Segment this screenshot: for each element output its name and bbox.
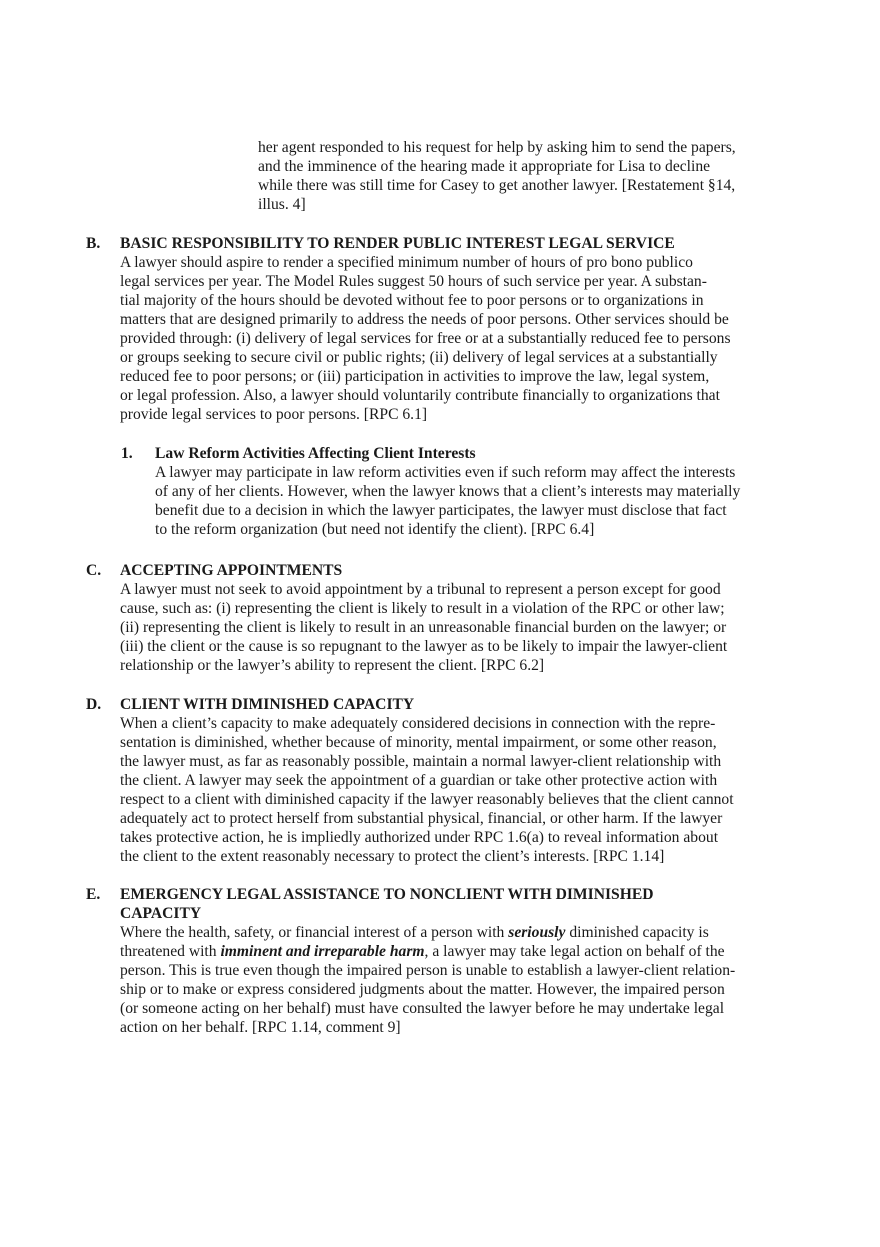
subsection-line: benefit due to a decision in which the lawyer participates, the lawyer must disclose that fact — [155, 502, 727, 519]
section-line: the client to the extent reasonably necessary to protect the client’s interests. [RPC 1.14] — [120, 848, 665, 865]
section-line: A lawyer must not seek to avoid appointment by a tribunal to represent a person except for good — [120, 581, 721, 598]
section-line: respect to a client with diminished capacity if the lawyer reasonably believes that the client cannot — [120, 791, 734, 808]
section-line: (iii) the client or the cause is so repugnant to the lawyer as to be likely to impair the lawyer-client — [120, 638, 728, 655]
emphasis-text: imminent and irreparable harm — [220, 943, 425, 960]
intro-line: illus. 4] — [258, 196, 306, 213]
section-line: matters that are designed primarily to address the needs of poor persons. Other services should be — [120, 311, 729, 328]
intro-line: her agent responded to his request for help by asking him to send the papers, — [258, 139, 736, 156]
section-line: sentation is diminished, whether because of minority, mental impairment, or some other reason, — [120, 734, 717, 751]
text-run: threatened with — [120, 943, 221, 960]
section-line: cause, such as: (i) representing the client is likely to result in a violation of the RPC or other law; — [120, 600, 725, 617]
section-line: (or someone acting on her behalf) must have consulted the lawyer before he may undertake legal — [120, 1000, 725, 1017]
section-line: adequately act to protect herself from substantial physical, financial, or other harm. If the lawyer — [120, 810, 723, 827]
section-line: the lawyer must, as far as reasonably possible, maintain a normal lawyer-client relationship with — [120, 753, 722, 770]
section-line: relationship or the lawyer’s ability to represent the client. [RPC 6.2] — [120, 657, 545, 674]
section-letter: E. — [86, 886, 101, 903]
intro-line: and the imminence of the hearing made it appropriate for Lisa to decline — [258, 158, 711, 175]
section-line: legal services per year. The Model Rules suggest 50 hours of such service per year. A substan- — [120, 273, 707, 290]
text-run: , a lawyer may take legal action on behalf of the — [424, 943, 725, 960]
section-heading-continued: CAPACITY — [120, 905, 202, 922]
section-line: reduced fee to poor persons; or (iii) participation in activities to improve the law, legal system, — [120, 368, 710, 385]
section-heading: ACCEPTING APPOINTMENTS — [120, 562, 343, 579]
section-letter: C. — [86, 562, 102, 579]
emphasis-text: seriously — [508, 924, 566, 941]
section-heading: EMERGENCY LEGAL ASSISTANCE TO NONCLIENT WITH DIMINISHED — [120, 886, 654, 903]
section-heading: BASIC RESPONSIBILITY TO RENDER PUBLIC INTEREST LEGAL SERVICE — [120, 235, 675, 252]
text-run: Where the health, safety, or financial interest of a person with — [120, 924, 509, 941]
subsection-line: to the reform organization (but need not identify the client). [RPC 6.4] — [155, 521, 595, 538]
section-line: A lawyer should aspire to render a specified minimum number of hours of pro bono publico — [120, 254, 693, 271]
section-line: ship or to make or express considered judgments about the matter. However, the impaired person — [120, 981, 725, 998]
section-letter: D. — [86, 696, 102, 713]
section-line: (ii) representing the client is likely to result in an unreasonable financial burden on the lawyer; or — [120, 619, 727, 636]
section-line: provide legal services to poor persons. [RPC 6.1] — [120, 406, 428, 423]
section-line: or groups seeking to secure civil or public rights; (ii) delivery of legal services at a substantially — [120, 349, 718, 366]
section-line: provided through: (i) delivery of legal services for free or at a substantially reduced fee to persons — [120, 330, 731, 347]
section-line: person. This is true even though the impaired person is unable to establish a lawyer-client relation- — [120, 962, 736, 979]
intro-line: while there was still time for Casey to get another lawyer. [Restatement §14, — [258, 177, 736, 194]
subsection-line: A lawyer may participate in law reform activities even if such reform may affect the interests — [155, 464, 736, 481]
subsection-heading: Law Reform Activities Affecting Client Interests — [155, 445, 476, 462]
section-line — [120, 942, 725, 961]
subsection-line: of any of her clients. However, when the lawyer knows that a client’s interests may materially — [155, 483, 741, 500]
section-heading: CLIENT WITH DIMINISHED CAPACITY — [120, 696, 415, 713]
section-line: the client. A lawyer may seek the appointment of a guardian or take other protective action with — [120, 772, 718, 789]
section-letter: B. — [86, 235, 101, 252]
section-line: takes protective action, he is impliedly authorized under RPC 1.6(a) to reveal information about — [120, 829, 719, 846]
text-run: diminished capacity is — [565, 924, 709, 941]
section-line: tial majority of the hours should be devoted without fee to poor persons or to organizations in — [120, 292, 704, 309]
subsection-number: 1. — [121, 445, 133, 462]
section-line: or legal profession. Also, a lawyer should voluntarily contribute financially to organizations that — [120, 387, 720, 404]
section-line — [120, 923, 709, 942]
section-line: action on her behalf. [RPC 1.14, comment 9] — [120, 1019, 401, 1036]
section-line: When a client’s capacity to make adequately considered decisions in connection with the repre- — [120, 715, 716, 732]
